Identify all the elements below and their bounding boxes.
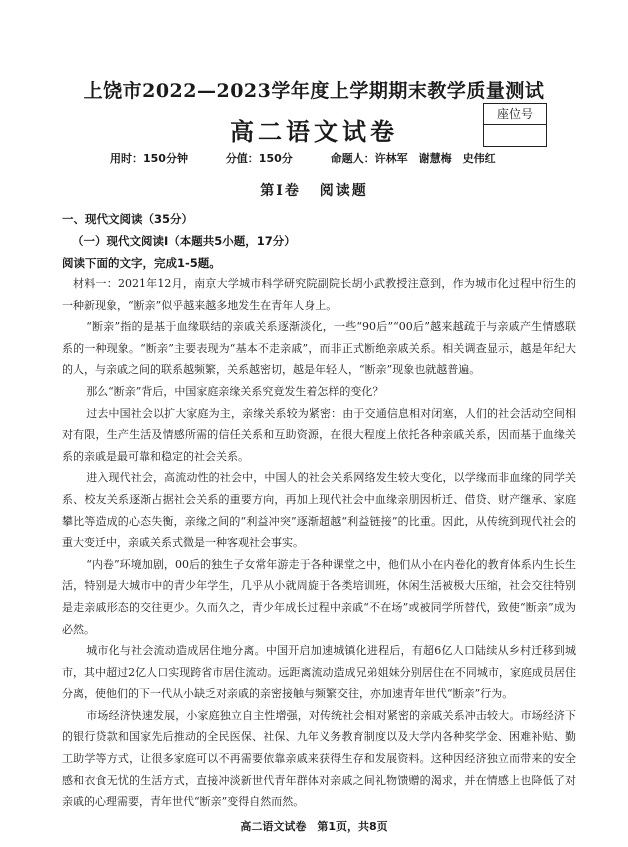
part-title bbox=[0, 180, 628, 200]
exam-time: 用时：150分钟 bbox=[110, 152, 188, 165]
part-name: 阅读题 bbox=[319, 183, 368, 199]
reading-instruction: 阅读下面的文字，完成1-5题。 bbox=[62, 256, 221, 270]
reading-passage bbox=[62, 273, 576, 813]
page-footer: 高二语文试卷 第1页，共8页 bbox=[240, 820, 388, 833]
paper-title: 高二语文试卷 bbox=[230, 117, 398, 146]
exam-title: 上饶市2022—2023学年度上学期期末教学质量测试 bbox=[83, 80, 545, 102]
exam-score: 分值：150分 bbox=[225, 152, 293, 165]
part-volume: 第Ⅰ卷 bbox=[260, 183, 301, 199]
paragraph: “内卷”环境加剧，00后的独生子女常年游走于各种课堂之中，他们从小在内卷化的教育体系内生长生活，特别是大城市中的青少年学生，几乎从小就周旋于各类培训班，休闲生活被极大压缩，社会交往特别是走亲戚形态的交往更少。久而久之，青少年成长过程中亲戚“不在场”或被同学所替代，致使“断亲”成为必然。 bbox=[62, 557, 576, 636]
exam-meta bbox=[110, 150, 496, 166]
paragraph: 市场经济快速发展，小家庭独立自主性增强，对传统社会相对紧密的亲戚关系冲击较大。市场经济下的银行贷款和国家先后推动的全民医保、社保、九年义务教育制度以及大学内各种奖学金、困难补贴、勤工助学等方式，让很多家庭可以不再需要依靠亲戚来获得生存和发展资料。这种因经济独立而带来的安全感和衣食无忧的生活方式，直接冲淡新世代青年群体对亲戚之间礼物馈赠的渴求，并在情感上也降低了对亲戚的心理需要，青年世代“断亲”变得自然而然。 bbox=[62, 708, 576, 809]
paragraph: 那么“断亲”背后，中国家庭亲缘关系究竟发生着怎样的变化？ bbox=[86, 384, 384, 398]
paragraph: 过去中国社会以扩大家庭为主，亲缘关系较为紧密：由于交通信息相对闭塞，人们的社会活动空间相对有限，生产生活及情感所需的信任关系和互助资源，在很大程度上依托各种亲戚关系，因而基于血缘关系的亲戚是最可靠和稳定的社会关系。 bbox=[62, 406, 576, 463]
exam-setters: 命题人：许林军 谢慧梅 史伟红 bbox=[330, 152, 496, 165]
subsection-heading: （一）现代文阅读Ⅰ（本题共5小题，17分） bbox=[72, 234, 296, 248]
paragraph: “断亲”指的是基于血缘联结的亲戚关系逐渐淡化，一些“90后”“00后”越来越疏于与亲戚产生情感联系的一种现象。“断亲”主要表现为“基本不走亲戚”，而非正式断绝亲戚关系。相关调查显示，越是年纪大的人，与亲戚之间的联系越频繁，关系越密切，越是年轻人，“断亲”现象也就越普遍。 bbox=[62, 320, 576, 377]
paragraph: 材料一：2021年12月，南京大学城市科学研究院副院长胡小武教授注意到，作为城市化过程中衍生的一种新现象，“断亲”似乎越来越多地发生在青年人身上。 bbox=[62, 277, 576, 312]
paragraph: 进入现代社会，高流动性的社会中，中国人的社会关系网络发生较大变化，以学缘而非血缘的同学关系、校友关系逐渐占据社会关系的重要方向，再加上现代社会中血缘亲朋因析迁、借贷、财产继承、家庭攀比等造成的心态失衡，亲缘之间的“利益冲突”逐渐超越“利益链接”的比重。因此，从传统到现代社会的重大变迁中，亲戚关系式微是一种客观社会事实。 bbox=[62, 471, 576, 550]
seat-number-label: 座位号 bbox=[484, 104, 546, 125]
section-heading: 一、现代文阅读（35分） bbox=[62, 212, 194, 226]
paragraph: 城市化与社会流动造成居住地分离。中国开启加速城镇化进程后，有超6亿人口陆续从乡村迁移到城市，其中超过2亿人口实现跨省市居住流动。远距离流动造成兄弟姐妹分别居住在不同城市，家庭成员居住分离，使他们的下一代从小缺乏对亲戚的亲密接触与频繁交往，亦加速青年世代“断亲”行为。 bbox=[62, 644, 576, 701]
